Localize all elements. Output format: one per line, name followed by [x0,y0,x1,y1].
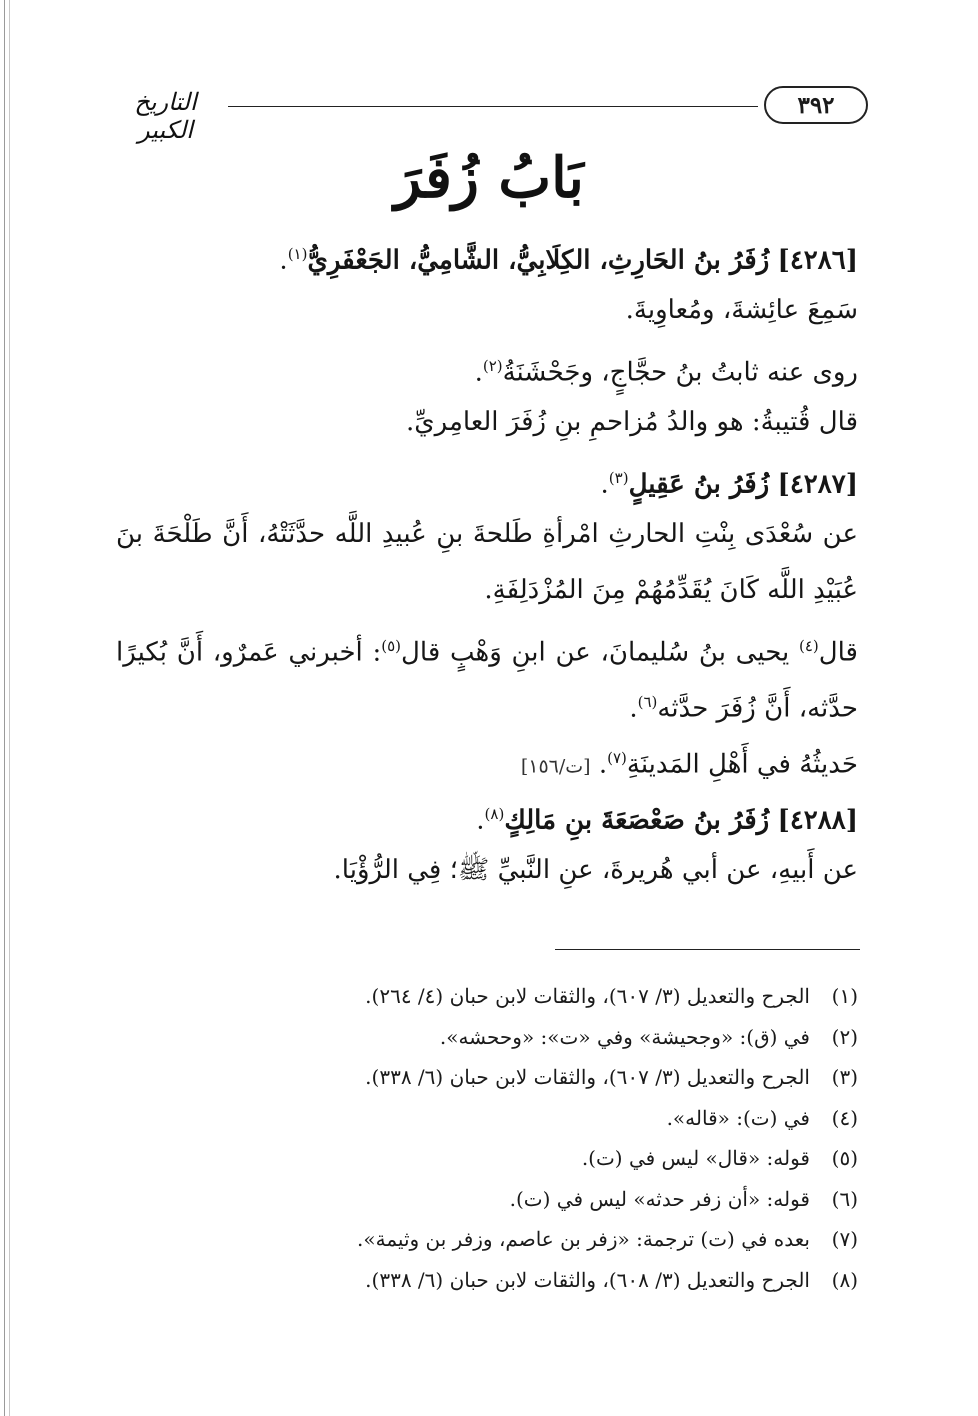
footnote-separator [555,949,860,950]
text-segment: قال [818,637,858,668]
entry-heading [116,450,858,506]
footnote-text: في (ق): «وجحيشة» وفي «ت»: «وححشه». [439,1024,810,1049]
footnote [116,1138,858,1179]
footnote-text: بعده في (ت) ترجمة: «زفر بن عاصم، وزفر بن وثيمة». [357,1227,810,1251]
text-line: سَمِعَ عائِشةَ، ومُعاوِيةَ. [625,295,858,325]
entry-heading [116,786,858,842]
text-segment: : أخبرني عَمرٌو، أَنَّ بُكيرًا [116,637,382,668]
punctuation: . [476,805,485,836]
text-line: عن أَبيهِ، عن أبي هُريرةَ، عنِ النَّبيِّ ﷺ؛ فِي الرُّؤْيَا. [333,855,858,885]
entry-heading [116,226,858,282]
footnote-text: قوله: «أن زفر حدثه» ليس في (ت). [509,1186,810,1211]
footnote-number: (٣) [831,1065,858,1089]
header-rule [228,106,758,107]
footnote [116,1179,858,1220]
footnote [116,976,858,1017]
running-title: التاريخ الكبير [134,88,197,144]
punctuation: . [629,693,638,724]
footnote-text: قوله: «قال» ليس في (ت). [581,1146,810,1170]
text-segment: روى عنه ثابتُ بنُ حجَّاجٍ، وجَحْشَنَةُ [502,357,858,388]
footnote-marker: (٣) [608,469,629,487]
text-line: عن سُعْدَى بِنْتِ الحارثِ امْرأةِ طَلحةَ بنِ عُبيدِ اللَّه حدَّثَتْهُ، أَنَّ طَلْحَةَ بنَ [116,519,858,549]
text-segment: حدَّثه، أَنَّ زُفَرَ حدَّثه [657,693,858,724]
footnote-number: (٤) [831,1105,858,1130]
page-number-badge: ٣٩٢ [764,86,868,124]
footnote-marker: (٦) [637,693,658,711]
footnote-marker: (٧) [607,749,627,767]
footnote-text: الجرح والتعديل (٣/ ٦٠٧)، والثقات لابن حبان (٦/ ٣٣٨). [365,1065,810,1089]
entry-name: زُفَرُ بنُ الحَارِثِ، الكِلَابِيُّ، الشَّامِيُّ، الجَعْفَرِيُّ [307,245,770,276]
footnotes [116,976,858,1300]
entry-name: زُفَرُ بنُ عَقِيلٍ [628,469,770,500]
entry-name: زُفَرُ بنُ صَعْصَعَةَ بنِ مَالِكٍ [504,805,770,836]
punctuation: . [600,469,609,500]
footnote-marker: (٤) [798,637,819,655]
footnote-number: (١) [831,984,858,1008]
text-line [116,674,858,730]
entry-number: [٤٢٨٧] [777,469,858,500]
punctuation: . [474,357,483,388]
entry-number: [٤٢٨٦] [777,245,858,276]
footnote [116,1057,858,1098]
manuscript-reference: [ت/١٥٦] [520,755,591,778]
text-line [116,618,858,674]
footnote-number: (٢) [831,1024,858,1049]
footnote-marker: (١) [287,245,308,263]
footnote-marker: (٥) [381,637,402,655]
punctuation: . [598,749,608,780]
entry-number: [٤٢٨٨] [777,805,858,836]
text-line: عُبَيْدِ اللَّه كَانَ يُقَدِّمُهُمْ مِنَ المُزْدَلِفَةِ. [484,575,858,605]
text-segment: يحيى بنُ سُليمانَ، عن ابنِ وَهْبٍ قال [401,637,799,668]
footnote-text: الجرح والتعديل (٣/ ٦٠٧)، والثقات لابن حبان (٤/ ٢٦٤). [365,984,810,1008]
punctuation: . [279,245,288,276]
footnote-marker: (٨) [484,805,505,823]
main-text [116,226,858,898]
text-line [116,338,858,394]
footnote-marker: (٢) [482,357,503,375]
chapter-title: بَابُ زُفَرَ [394,145,584,211]
footnote-number: (٦) [831,1186,858,1211]
text-line: قال قُتيبةُ: هو والدُ مُزاحمِ بنِ زُفَرَ العامِريِّ. [406,407,858,437]
footnote [116,1098,858,1139]
page-header [108,86,868,144]
footnote-number: (٥) [831,1146,858,1170]
footnote [116,1017,858,1058]
footnote-number: (٨) [831,1267,858,1292]
text-line [116,730,858,786]
footnote-text: الجرح والتعديل (٣/ ٦٠٨)، والثقات لابن حبان (٦/ ٣٣٨). [365,1267,810,1292]
footnote-number: (٧) [831,1227,858,1251]
footnote-text: في (ت): «قاله». [666,1105,810,1130]
footnote [116,1219,858,1260]
text-segment: حَديثُهُ في أَهْلِ المَدينَةِ [626,749,858,780]
footnote [116,1260,858,1301]
